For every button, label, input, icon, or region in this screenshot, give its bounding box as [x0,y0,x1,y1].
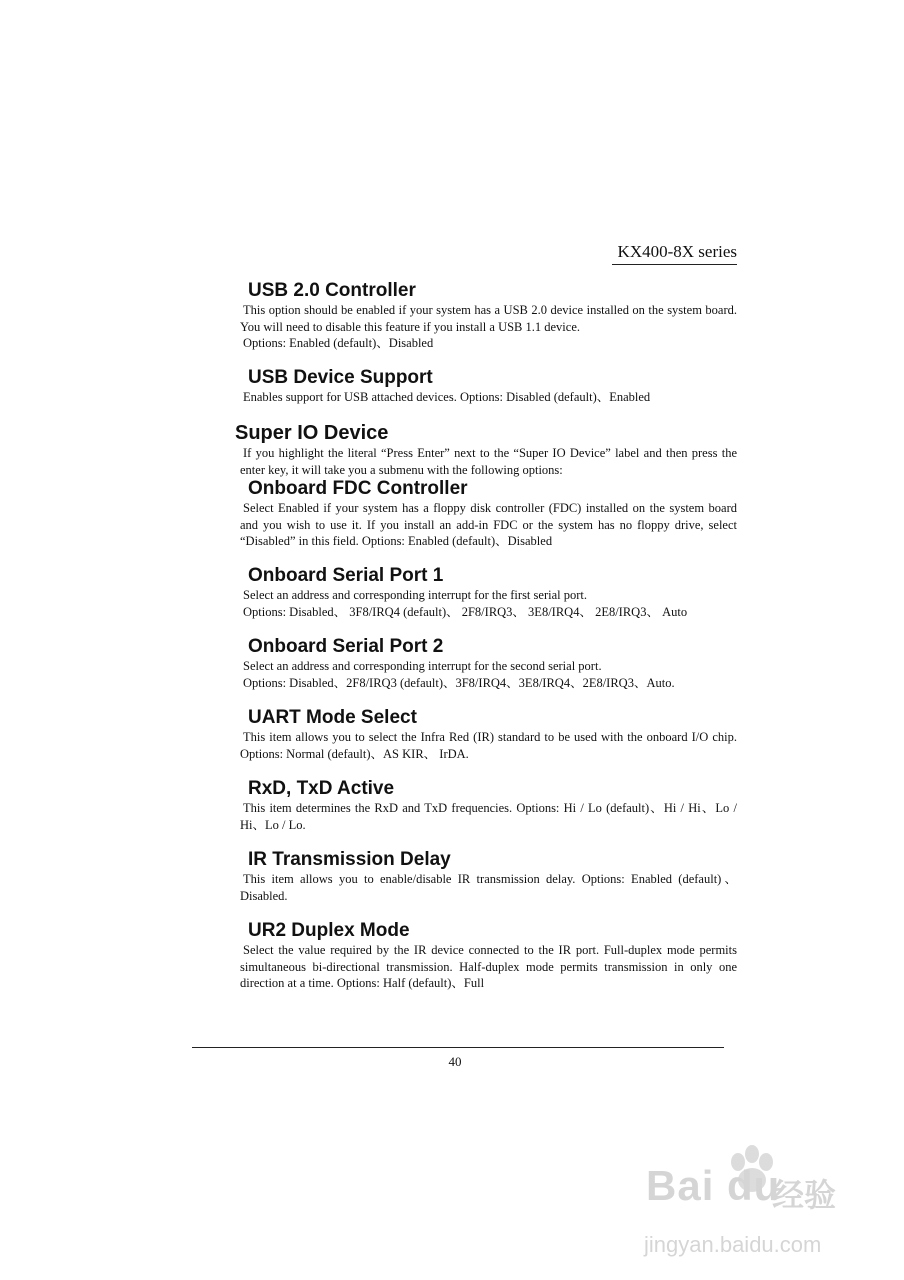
serial2-title: Onboard Serial Port 2 [248,636,444,657]
usbdev-title: USB Device Support [248,367,433,388]
usb20-title: USB 2.0 Controller [248,280,416,301]
rxd-title: RxD, TxD Active [248,778,395,799]
page-number: 40 [448,1054,462,1069]
serial1-text: Select an address and corresponding interrupt for the first serial port. [243,588,587,602]
footer-rule [192,1047,724,1048]
watermark-brand: Bai du [646,1162,781,1209]
ur2-title: UR2 Duplex Mode [248,920,410,941]
fdc-title: Onboard FDC Controller [248,478,468,499]
serial2-text: Select an address and corresponding interrupt for the second serial port. [243,659,602,673]
fdc-text: Select Enabled if your system has a floppy disk controller (FDC) installed on the system board and you wish to use it. If you install an add-in FDC or the system has no floppy drive, select “Disabled” in this field. Options: Enabled (default)、Disabled [240,501,737,548]
usbdev-text: Enables support for USB attached devices. Options: Disabled (default)、Enabled [243,390,651,404]
superio-text: If you highlight the literal “Press Enter” next to the “Super IO Device” label and then press the enter key, it will take you a submenu with the following options: [240,446,737,477]
rxd-text: This item determines the RxD and TxD frequencies. Options: Hi / Lo (default)、Hi / Hi、Lo / Hi、Lo / Lo. [240,801,737,832]
usb20-options: Options: Enabled (default)、Disabled [243,336,434,350]
watermark-url: jingyan.baidu.com [644,1232,822,1257]
serial2-options: Options: Disabled、2F8/IRQ3 (default)、3F8/IRQ4、3E8/IRQ4、2E8/IRQ3、Auto. [243,676,675,690]
irdelay-title: IR Transmission Delay [248,849,451,870]
irdelay-text: This item allows you to enable/disable IR transmission delay. Options: Enabled (default)、Disabled. [240,872,737,903]
uart-title: UART Mode Select [248,707,417,728]
ur2-text: Select the value required by the IR device connected to the IR port. Full-duplex mode permits simultaneous bi-directional transmission. Half-duplex mode permits transmission in only one direction at a time. Options: Half (default)、Full [240,943,737,990]
baidu-watermark [640,1140,870,1270]
serial1-title: Onboard Serial Port 1 [248,565,444,586]
uart-text: This item allows you to select the Infra Red (IR) standard to be used with the onboard I/O chip. Options: Normal (default)、AS KIR、 IrDA. [240,730,737,761]
usb20-text: This option should be enabled if your system has a USB 2.0 device installed on the system board. You will need to disable this feature if you install a USB 1.1 device. [240,303,737,334]
series-header: KX400-8X series [612,242,737,265]
watermark-cn: 经验 [772,1176,837,1214]
serial1-options: Options: Disabled、 3F8/IRQ4 (default)、 2F8/IRQ3、 3E8/IRQ4、 2E8/IRQ3、 Auto [243,605,688,619]
superio-title: Super IO Device [235,422,389,444]
